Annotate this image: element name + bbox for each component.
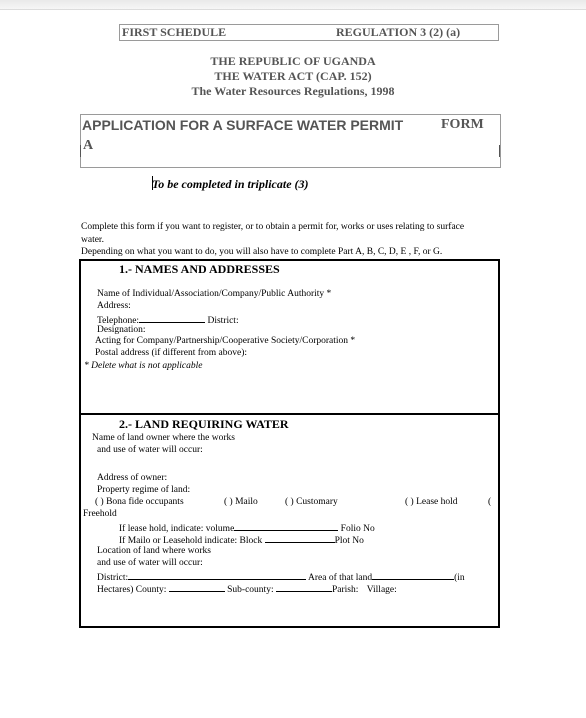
name-label: Name of Individual/Association/Company/Public Authority * xyxy=(97,289,332,299)
form-label: FORM xyxy=(441,117,484,132)
telephone-input-line[interactable] xyxy=(139,313,205,323)
hectares-row xyxy=(97,582,397,595)
intro-line-1: Complete this form if you want to register, or to obtain a permit for, works or uses relating to surface xyxy=(81,222,465,232)
regulations-heading: The Water Resources Regulations, 1998 xyxy=(191,84,395,98)
area-input-line[interactable] xyxy=(372,570,454,580)
parish-label: Parish: xyxy=(331,585,359,595)
section-land-requiring-water xyxy=(79,413,500,628)
owner-label-1: Name of land owner where the works xyxy=(92,433,235,443)
district-input-line[interactable] xyxy=(128,570,306,580)
republic-heading: THE REPUBLIC OF UGANDA xyxy=(210,54,376,68)
area-label: Area of that land xyxy=(308,573,373,583)
mailo-label: If Mailo or Leasehold indicate: Block xyxy=(119,536,263,546)
location-label-1: Location of land where works xyxy=(97,546,211,556)
act-heading: THE WATER ACT (CAP. 152) xyxy=(214,69,372,83)
county-input-line[interactable] xyxy=(169,582,225,592)
acting-label: Acting for Company/Partnership/Cooperative Society/Corporation * xyxy=(95,336,356,346)
subcounty-input-line[interactable] xyxy=(276,582,332,592)
subcounty-label: Sub-county: xyxy=(227,585,274,595)
section-names-addresses xyxy=(79,259,500,415)
box-edge-left xyxy=(80,145,81,157)
intro-line-3: Depending on what you want to do, you will also have to complete Part A, B, C, D, E , F, or G. xyxy=(81,247,443,257)
delete-note: * Delete what is not applicable xyxy=(84,361,203,371)
box-edge-right xyxy=(499,145,500,157)
postal-label: Postal address (if different from above): xyxy=(95,348,248,358)
volume-input-line[interactable] xyxy=(234,521,338,531)
in-label: (in xyxy=(454,573,465,583)
location-label-2: and use of water will occur: xyxy=(97,558,203,568)
address-label: Address: xyxy=(97,301,131,311)
hectares-label: Hectares) County: xyxy=(97,585,167,595)
village-label: Village: xyxy=(366,585,397,595)
designation-label: Designation: xyxy=(97,325,146,335)
owner-label-2: and use of water will occur: xyxy=(97,445,203,455)
option-freehold-paren[interactable]: ( xyxy=(488,497,492,507)
triplicate-note: To be completed in triplicate (3) xyxy=(152,177,309,191)
mailo-row xyxy=(119,533,364,546)
application-title: APPLICATION FOR A SURFACE WATER PERMIT xyxy=(82,117,404,133)
folio-label: Folio No xyxy=(340,524,375,534)
lease-label: If lease hold, indicate: volume xyxy=(119,524,235,534)
schedule-header-box xyxy=(119,24,499,41)
option-lease-hold[interactable]: ( ) Lease hold xyxy=(405,497,458,507)
option-customary[interactable]: ( ) Customary xyxy=(285,497,338,507)
window-top-bar xyxy=(0,0,586,10)
option-mailo[interactable]: ( ) Mailo xyxy=(224,497,258,507)
block-input-line[interactable] xyxy=(265,533,335,543)
schedule-label: FIRST SCHEDULE xyxy=(122,25,227,39)
telephone-label: Telephone: xyxy=(97,316,140,326)
option-bona-fide[interactable]: ( ) Bona fide occupants xyxy=(95,497,184,507)
district-label: District: xyxy=(207,316,239,326)
regulation-label: REGULATION 3 (2) (a) xyxy=(336,25,461,39)
owner-address-label: Address of owner: xyxy=(97,473,168,483)
property-label: Property regime of land: xyxy=(97,485,191,495)
option-freehold[interactable]: Freehold xyxy=(83,509,117,519)
application-title-box xyxy=(80,114,501,168)
district-label-2: District: xyxy=(97,573,129,583)
form-letter: A xyxy=(83,138,94,153)
section2-title: 2.- LAND REQUIRING WATER xyxy=(119,417,289,431)
section1-title: 1.- NAMES AND ADDRESSES xyxy=(119,262,280,276)
intro-line-2: water. xyxy=(81,235,104,245)
plot-label: Plot No xyxy=(334,536,364,546)
